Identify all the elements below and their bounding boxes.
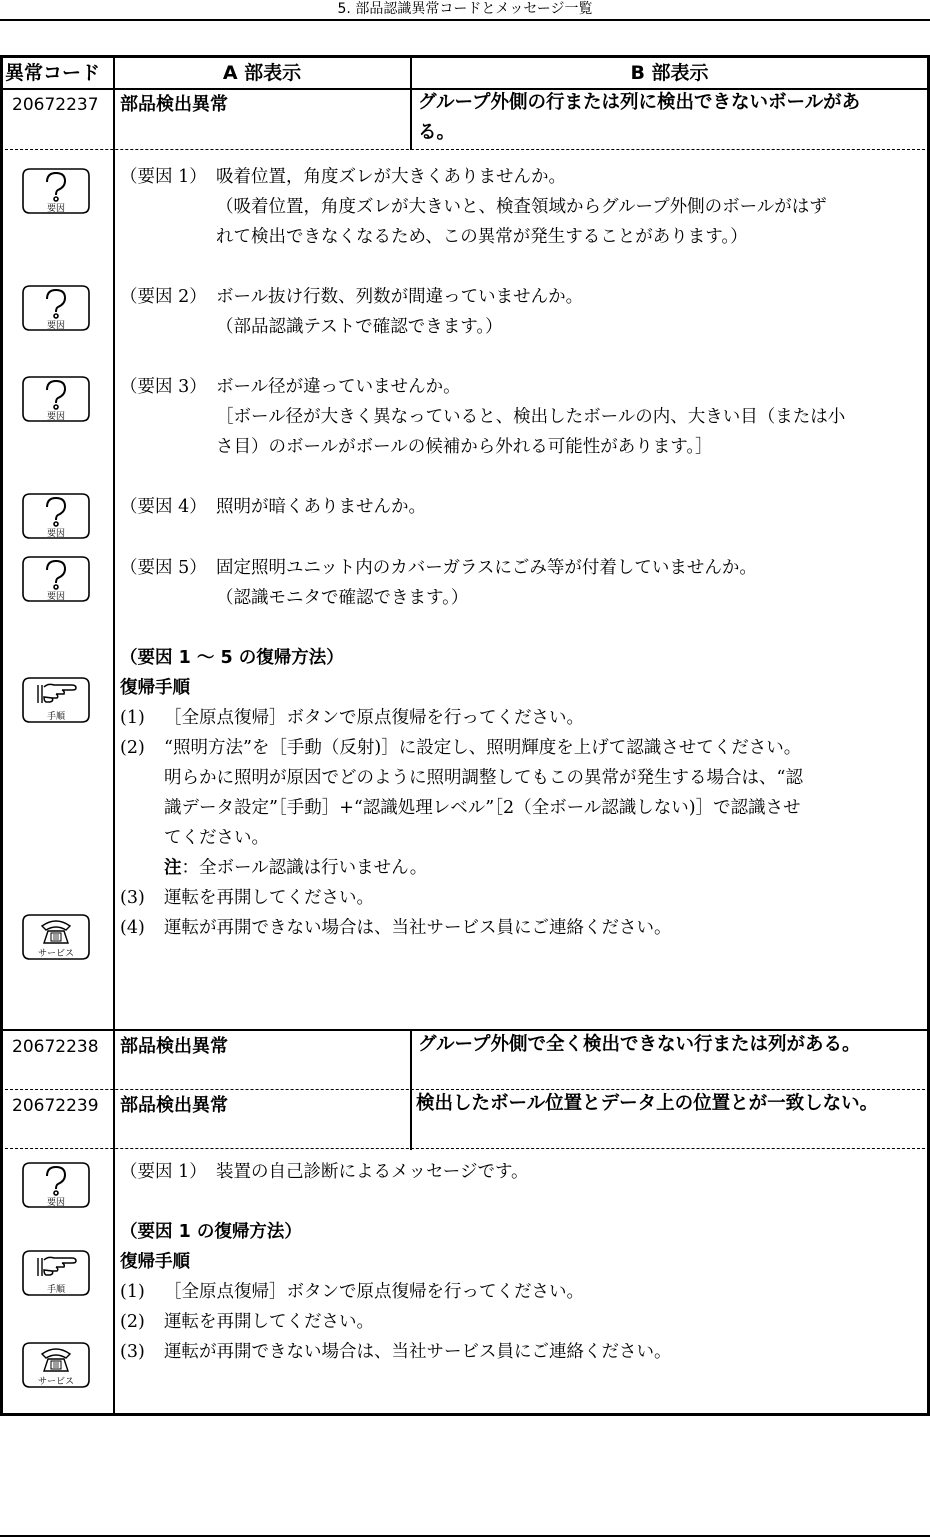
row1-procedure-title: 復帰手順: [120, 678, 190, 698]
row23-step1-text: ［全原点復帰］ボタンで原点復帰を行ってください。: [164, 1282, 584, 1302]
cause-icon-label: 要因: [46, 321, 66, 331]
footer-rule: [0, 1535, 930, 1537]
row3-code: 20672239: [12, 1096, 99, 1116]
cause1-detail1: （吸着位置，角度ズレが大きいと、検査領域からグループ外側のボールがはず: [216, 197, 827, 217]
row23-cause1-label: （要因 1）: [120, 1162, 207, 1182]
row2-a-display: 部品検出異常: [120, 1036, 228, 1057]
table-left-border: [0, 55, 3, 1416]
row1-step3-text: 運転を再開してください。: [164, 888, 374, 908]
ab-column-divider-row23: [410, 1030, 412, 1150]
row1-step1-text: ［全原点復帰］ボタンで原点復帰を行ってください。: [164, 708, 584, 728]
row23-step3-num: (3): [120, 1342, 145, 1362]
header-rule: [0, 19, 930, 21]
row23-recovery-title: （要因 1 の復帰方法）: [120, 1222, 302, 1242]
row2-code: 20672238: [12, 1037, 99, 1057]
row1-code: 20672237: [12, 95, 99, 115]
procedure-icon-label: 手順: [46, 1285, 66, 1295]
cause-question-icon: [22, 285, 90, 331]
cause-icon-label: 要因: [46, 204, 66, 214]
cause4-label: （要因 4）: [120, 497, 207, 517]
row1-step4-num: (4): [120, 918, 145, 938]
cause1-detail2: れて検出できなくなるため、この異常が発生することがあります。）: [216, 227, 748, 247]
col-header-b: B 部表示: [630, 62, 709, 84]
procedure-hand-icon: [22, 1250, 90, 1296]
procedure-icon-label: 手順: [46, 712, 66, 722]
row1-dashed-separator: [0, 149, 930, 150]
row1-step2-line3: 識データ設定”［手動］+“認識処理レベル”［2（全ボール認識しない)］で認識させ: [164, 798, 801, 818]
row1-step2-line2: 明らかに照明が原因でどのように照明調整してもこの異常が発生する場合は、“認: [164, 768, 803, 788]
note-label: 注: [164, 858, 182, 878]
code-column-divider: [113, 55, 115, 1416]
cause3-text: ボール径が違っていませんか。: [216, 377, 461, 397]
col-header-code: 異常コード: [5, 62, 101, 84]
cause3-detail1: ［ボール径が大きく異なっていると、検出したボールの内、大きい目（または小: [216, 407, 846, 427]
note-text: ：全ボール認識は行いません。: [181, 858, 428, 878]
row1-step4-text: 運転が再開できない場合は、当社サービス員にご連絡ください。: [164, 918, 672, 938]
row1-step3-num: (3): [120, 888, 145, 908]
row3-b-display: 検出したボール位置とデータ上の位置とが一致しない。: [416, 1093, 879, 1114]
row1-b-display-line2: る。: [418, 122, 456, 143]
row3-a-display: 部品検出異常: [120, 1095, 228, 1116]
cause-icon-label: 要因: [46, 592, 66, 602]
row1-note: [164, 853, 427, 883]
cause-icon-label: 要因: [46, 1198, 66, 1208]
cause-question-icon: [22, 1162, 90, 1208]
page-header-title: 5. 部品認識異常コードとメッセージ一覧: [337, 1, 593, 17]
cause-question-icon: [22, 376, 90, 422]
row23-step1-num: (1): [120, 1282, 145, 1302]
cause-question-icon: [22, 493, 90, 539]
cause2-detail1: （部品認識テストで確認できます。）: [216, 317, 503, 337]
cause3-label: （要因 3）: [120, 377, 207, 397]
service-phone-icon: [22, 1342, 90, 1388]
cause3-detail2: さ目）のボールがボールの候補から外れる可能性があります。］: [216, 437, 713, 457]
row23-step2-text: 運転を再開してください。: [164, 1312, 374, 1332]
procedure-hand-icon: [22, 677, 90, 723]
service-icon-label: サービス: [37, 1377, 75, 1387]
row1-step2-line4: てください。: [164, 828, 269, 848]
row2-b-display: グループ外側で全く検出できない行または列がある。: [418, 1034, 861, 1055]
cause-question-icon: [22, 556, 90, 602]
row1-step1-num: (1): [120, 708, 145, 728]
cause-icon-label: 要因: [46, 529, 66, 539]
row1-recovery-title: （要因 1 ～ 5 の復帰方法）: [120, 648, 344, 668]
service-icon-label: サービス: [37, 949, 75, 959]
row1-b-display-line1: グループ外側の行または列に検出できないボールがあ: [418, 92, 861, 113]
cause-icon-label: 要因: [46, 412, 66, 422]
row23-cause1-text: 装置の自己診断によるメッセージです。: [216, 1162, 529, 1182]
cause5-detail1: （認識モニタで確認できます。）: [216, 588, 469, 608]
row23-step3-text: 運転が再開できない場合は、当社サービス員にご連絡ください。: [164, 1342, 672, 1362]
row1-step2-num: (2): [120, 738, 145, 758]
row1-step2-text: “照明方法”を［手動（反射)］に設定し、照明輝度を上げて認識させてください。: [164, 738, 802, 758]
cause1-label: （要因 1）: [120, 167, 207, 187]
row23-procedure-title: 復帰手順: [120, 1252, 190, 1272]
cause-question-icon: [22, 168, 90, 214]
row3-dashed-separator: [0, 1148, 930, 1149]
cause5-label: （要因 5）: [120, 558, 207, 578]
cause2-label: （要因 2）: [120, 287, 207, 307]
service-phone-icon: [22, 914, 90, 960]
table-bottom-border: [0, 1413, 930, 1416]
row1-a-display: 部品検出異常: [120, 94, 228, 115]
cause5-text: 固定照明ユニット内のカバーガラスにごみ等が付着していませんか。: [216, 558, 757, 578]
cause2-text: ボール抜け行数、列数が間違っていませんか。: [216, 287, 584, 307]
cause4-text: 照明が暗くありませんか。: [216, 497, 426, 517]
cause1-text: 吸着位置，角度ズレが大きくありませんか。: [216, 167, 566, 187]
col-header-a: A 部表示: [222, 62, 302, 84]
row23-step2-num: (2): [120, 1312, 145, 1332]
